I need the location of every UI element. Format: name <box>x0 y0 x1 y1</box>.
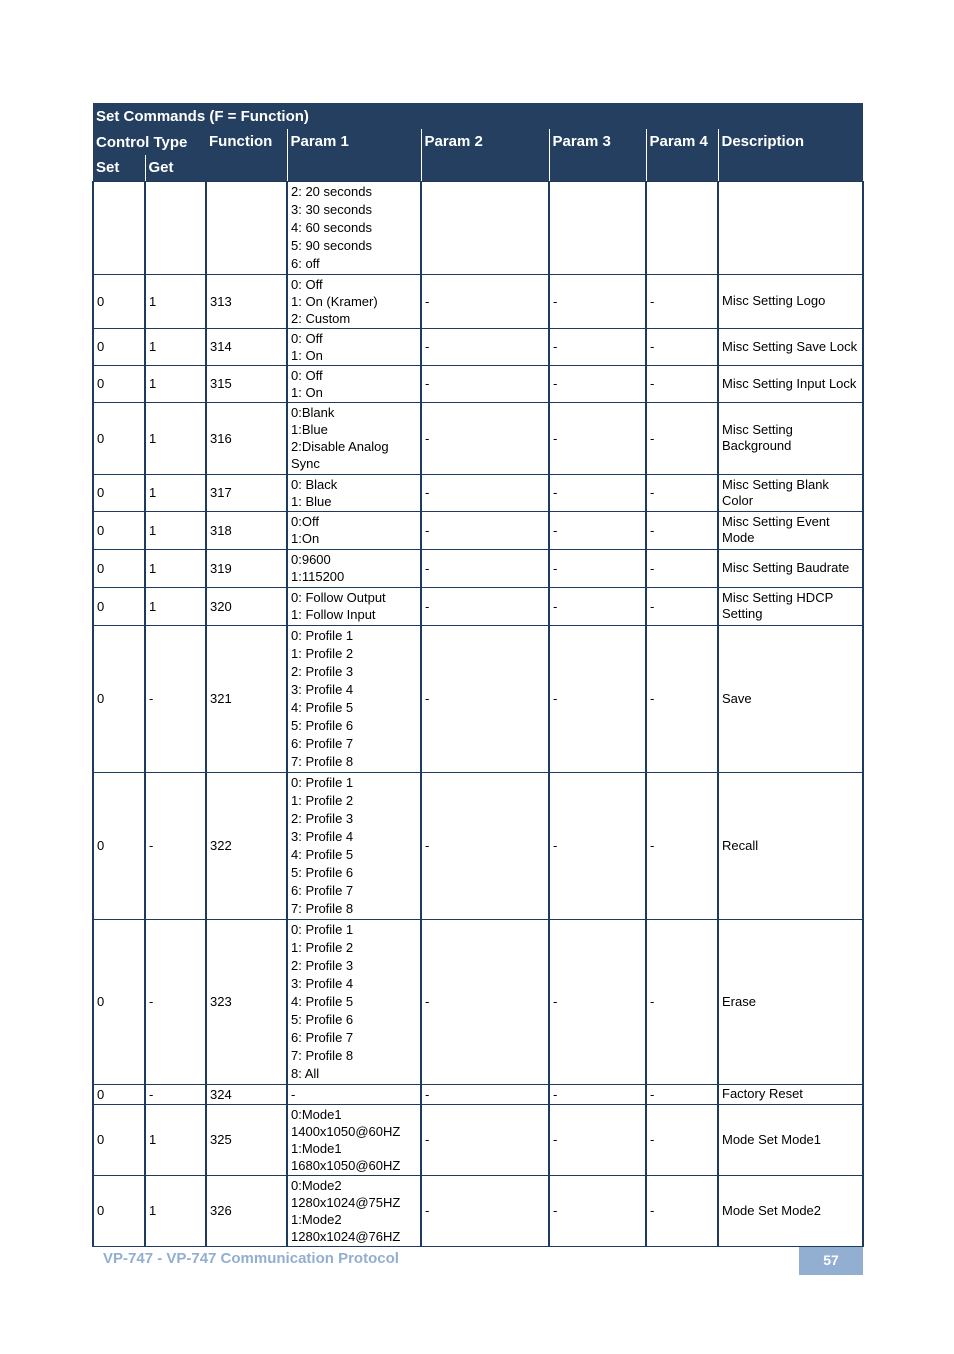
cell-param1 <box>287 474 421 511</box>
param1-line: 0: Profile 1 <box>291 774 354 790</box>
param1-line: 1:On <box>291 531 320 546</box>
table-body <box>93 181 863 1246</box>
footer-title: VP-747 - VP-747 Communication Protocol <box>103 1250 399 1267</box>
cell-get: 1 <box>145 511 206 549</box>
cell-param4: - <box>646 1084 718 1104</box>
cell-description: Misc Setting Save Lock <box>718 328 863 365</box>
cell-get: - <box>145 1084 206 1104</box>
cell-description: Misc Setting Baudrate <box>718 549 863 587</box>
table-row <box>93 772 863 919</box>
cell-param2: - <box>421 511 549 549</box>
cell-function: 317 <box>206 474 287 511</box>
cell-get: 1 <box>145 274 206 328</box>
param1-line: - <box>291 1086 296 1102</box>
cell-description: Misc Setting Background <box>718 402 863 474</box>
cell-set: 0 <box>93 328 145 365</box>
param1-line: 2: Profile 3 <box>291 810 354 826</box>
param1-line: 2:Disable Analog <box>291 439 389 454</box>
param1-line: 1400x1050@60HZ <box>291 1123 401 1139</box>
cell-get: - <box>145 919 206 1084</box>
param1-line: 1:Mode1 <box>291 1140 342 1156</box>
cell-param4: - <box>646 365 718 402</box>
param1-line: 2: Custom <box>291 310 351 326</box>
header-param4: Param 4 <box>646 129 718 181</box>
cell-param2: - <box>421 474 549 511</box>
header-set: Set <box>93 155 145 181</box>
cell-param1 <box>287 181 421 274</box>
cell-param1 <box>287 919 421 1084</box>
cell-param4: - <box>646 328 718 365</box>
cell-set: 0 <box>93 587 145 625</box>
cell-param2: - <box>421 1084 549 1104</box>
cell-set: 0 <box>93 625 145 772</box>
cell-function: 313 <box>206 274 287 328</box>
cell-param3: - <box>549 1175 646 1246</box>
cell-description: Mode Set Mode2 <box>718 1175 863 1246</box>
cell-set: 0 <box>93 402 145 474</box>
cell-function: 321 <box>206 625 287 772</box>
cell-param4: - <box>646 274 718 328</box>
param1-line: 1680x1050@60HZ <box>291 1157 401 1173</box>
cell-description: Misc Setting Input Lock <box>718 365 863 402</box>
cell-get: - <box>145 625 206 772</box>
cell-description: Mode Set Mode1 <box>718 1104 863 1175</box>
param1-line: 0:Mode2 <box>291 1177 342 1193</box>
cell-param4: - <box>646 511 718 549</box>
cell-set: 0 <box>93 511 145 549</box>
table-row <box>93 328 863 365</box>
cell-set: 0 <box>93 474 145 511</box>
cell-param1 <box>287 549 421 587</box>
param1-line: 0: Black <box>291 476 338 492</box>
cell-param4: - <box>646 474 718 511</box>
cell-description <box>718 181 863 274</box>
param1-line: 1280x1024@75HZ <box>291 1194 401 1210</box>
cell-set: 0 <box>93 1104 145 1175</box>
cell-param2: - <box>421 328 549 365</box>
cell-param2: - <box>421 365 549 402</box>
param1-line: 2: 20 seconds <box>291 183 372 199</box>
cell-get: 1 <box>145 549 206 587</box>
param1-line: 3: 30 seconds <box>291 201 372 217</box>
param1-line: 0:9600 <box>291 552 331 567</box>
cell-set: 0 <box>93 549 145 587</box>
cell-function: 325 <box>206 1104 287 1175</box>
param1-line: 6: off <box>291 255 320 271</box>
table-row <box>93 181 863 274</box>
cell-param1 <box>287 274 421 328</box>
param1-line: 0: Profile 1 <box>291 627 354 643</box>
header-param3: Param 3 <box>549 129 646 181</box>
table-row <box>93 625 863 772</box>
table-row <box>93 919 863 1084</box>
cell-param3: - <box>549 474 646 511</box>
cell-param2: - <box>421 1175 549 1246</box>
table-row <box>93 1175 863 1246</box>
cell-description: Factory Reset <box>718 1084 863 1104</box>
param1-line: 1: Blue <box>291 493 332 509</box>
table-row <box>93 274 863 328</box>
param1-line: 3: Profile 4 <box>291 828 354 844</box>
cell-param4 <box>646 181 718 274</box>
cell-set: 0 <box>93 1084 145 1104</box>
cell-function: 319 <box>206 549 287 587</box>
table-row <box>93 402 863 474</box>
param1-line: 1: On <box>291 384 323 400</box>
param1-line: 4: Profile 5 <box>291 993 354 1009</box>
param1-line: 1: On <box>291 347 323 363</box>
param1-line: 1: Follow Input <box>291 607 376 622</box>
cell-param1 <box>287 1084 421 1104</box>
table-title: Set Commands (F = Function) <box>93 103 863 129</box>
param1-line: 0: Follow Output <box>291 590 386 605</box>
cell-param4: - <box>646 625 718 772</box>
param1-line: 3: Profile 4 <box>291 681 354 697</box>
param1-line: 0: Off <box>291 367 323 383</box>
param1-line: 7: Profile 8 <box>291 753 354 769</box>
cell-get <box>145 181 206 274</box>
cell-param1 <box>287 365 421 402</box>
param1-line: 1:Blue <box>291 422 328 437</box>
cell-set: 0 <box>93 365 145 402</box>
param1-line: 4: Profile 5 <box>291 846 354 862</box>
cell-param2: - <box>421 1104 549 1175</box>
param1-line: 0:Blank <box>291 405 335 420</box>
param1-line: 1:Mode2 <box>291 1211 342 1227</box>
cell-param4: - <box>646 1104 718 1175</box>
cell-param3: - <box>549 1084 646 1104</box>
cell-set: 0 <box>93 919 145 1084</box>
header-description: Description <box>718 129 863 181</box>
param1-line: 5: Profile 6 <box>291 864 354 880</box>
cell-description: Misc Setting HDCP Setting <box>718 587 863 625</box>
cell-param3: - <box>549 365 646 402</box>
cell-set: 0 <box>93 772 145 919</box>
cell-param3: - <box>549 328 646 365</box>
cell-get: 1 <box>145 1175 206 1246</box>
cell-description: Save <box>718 625 863 772</box>
param1-line: 4: Profile 5 <box>291 699 354 715</box>
cell-param3: - <box>549 402 646 474</box>
cell-param1 <box>287 328 421 365</box>
cell-function: 315 <box>206 365 287 402</box>
header-param2: Param 2 <box>421 129 549 181</box>
param1-line: 2: Profile 3 <box>291 663 354 679</box>
cell-set: 0 <box>93 1175 145 1246</box>
cell-param3: - <box>549 549 646 587</box>
param1-line: 8: All <box>291 1065 320 1081</box>
cell-param2: - <box>421 274 549 328</box>
cell-param4: - <box>646 587 718 625</box>
cell-param3: - <box>549 274 646 328</box>
cell-param1 <box>287 1104 421 1175</box>
table-row <box>93 549 863 587</box>
header-function: Function <box>206 129 287 181</box>
cell-get: 1 <box>145 402 206 474</box>
param1-line: 0: Profile 1 <box>291 921 354 937</box>
cell-param2: - <box>421 919 549 1084</box>
header-param1: Param 1 <box>287 129 421 181</box>
cell-param4: - <box>646 549 718 587</box>
param1-line: 0: Off <box>291 330 323 346</box>
table-row <box>93 365 863 402</box>
page-number: 57 <box>799 1247 863 1275</box>
cell-function <box>206 181 287 274</box>
param1-line: 1280x1024@76HZ <box>291 1228 401 1244</box>
cell-get: 1 <box>145 365 206 402</box>
param1-line: 7: Profile 8 <box>291 1047 354 1063</box>
param1-line: 6: Profile 7 <box>291 1029 354 1045</box>
table-row <box>93 1084 863 1104</box>
cell-param2 <box>421 181 549 274</box>
cell-param2: - <box>421 587 549 625</box>
table-row <box>93 474 863 511</box>
param1-line: 0:Mode1 <box>291 1106 342 1122</box>
cell-param4: - <box>646 402 718 474</box>
cell-param3: - <box>549 1104 646 1175</box>
cell-param2: - <box>421 549 549 587</box>
cell-function: 324 <box>206 1084 287 1104</box>
cell-param1 <box>287 587 421 625</box>
cell-get: 1 <box>145 1104 206 1175</box>
param1-line: 6: Profile 7 <box>291 735 354 751</box>
param1-line: 1: Profile 2 <box>291 645 354 661</box>
cell-set: 0 <box>93 274 145 328</box>
param1-line: 4: 60 seconds <box>291 219 372 235</box>
param1-line: 5: 90 seconds <box>291 237 372 253</box>
param1-line: 0: Off <box>291 276 323 292</box>
param1-line: 7: Profile 8 <box>291 900 354 916</box>
cell-param3: - <box>549 625 646 772</box>
cell-description: Misc Setting Blank Color <box>718 474 863 511</box>
cell-function: 318 <box>206 511 287 549</box>
param1-line: 1:115200 <box>291 569 345 584</box>
set-commands-table <box>92 103 864 1247</box>
cell-param2: - <box>421 625 549 772</box>
param1-line: 1: On (Kramer) <box>291 293 378 309</box>
cell-param3: - <box>549 772 646 919</box>
cell-description: Misc Setting Event Mode <box>718 511 863 549</box>
param1-line: 0:Off <box>291 514 319 529</box>
header-get: Get <box>145 155 206 181</box>
cell-param4: - <box>646 772 718 919</box>
cell-function: 316 <box>206 402 287 474</box>
cell-function: 320 <box>206 587 287 625</box>
table-row <box>93 511 863 549</box>
cell-description: Erase <box>718 919 863 1084</box>
cell-param2: - <box>421 772 549 919</box>
table-row <box>93 587 863 625</box>
param1-line: 5: Profile 6 <box>291 717 354 733</box>
cell-param3: - <box>549 511 646 549</box>
cell-param1 <box>287 772 421 919</box>
param1-line: 3: Profile 4 <box>291 975 354 991</box>
cell-param1 <box>287 625 421 772</box>
header-control-type: Control Type <box>93 129 206 155</box>
cell-param3 <box>549 181 646 274</box>
cell-param4: - <box>646 919 718 1084</box>
cell-param4: - <box>646 1175 718 1246</box>
cell-get: - <box>145 772 206 919</box>
cell-param1 <box>287 1175 421 1246</box>
cell-param1 <box>287 511 421 549</box>
param1-line: 2: Profile 3 <box>291 957 354 973</box>
cell-function: 314 <box>206 328 287 365</box>
table-header <box>93 103 863 181</box>
cell-param3: - <box>549 919 646 1084</box>
param1-line: 5: Profile 6 <box>291 1011 354 1027</box>
cell-set <box>93 181 145 274</box>
cell-param1 <box>287 402 421 474</box>
cell-function: 322 <box>206 772 287 919</box>
param1-line: Sync <box>291 456 320 471</box>
cell-description: Recall <box>718 772 863 919</box>
cell-description: Misc Setting Logo <box>718 274 863 328</box>
param1-line: 1: Profile 2 <box>291 939 354 955</box>
cell-get: 1 <box>145 328 206 365</box>
cell-param3: - <box>549 587 646 625</box>
param1-line: 1: Profile 2 <box>291 792 354 808</box>
cell-get: 1 <box>145 587 206 625</box>
cell-function: 323 <box>206 919 287 1084</box>
cell-get: 1 <box>145 474 206 511</box>
table-row <box>93 1104 863 1175</box>
cell-function: 326 <box>206 1175 287 1246</box>
cell-param2: - <box>421 402 549 474</box>
param1-line: 6: Profile 7 <box>291 882 354 898</box>
